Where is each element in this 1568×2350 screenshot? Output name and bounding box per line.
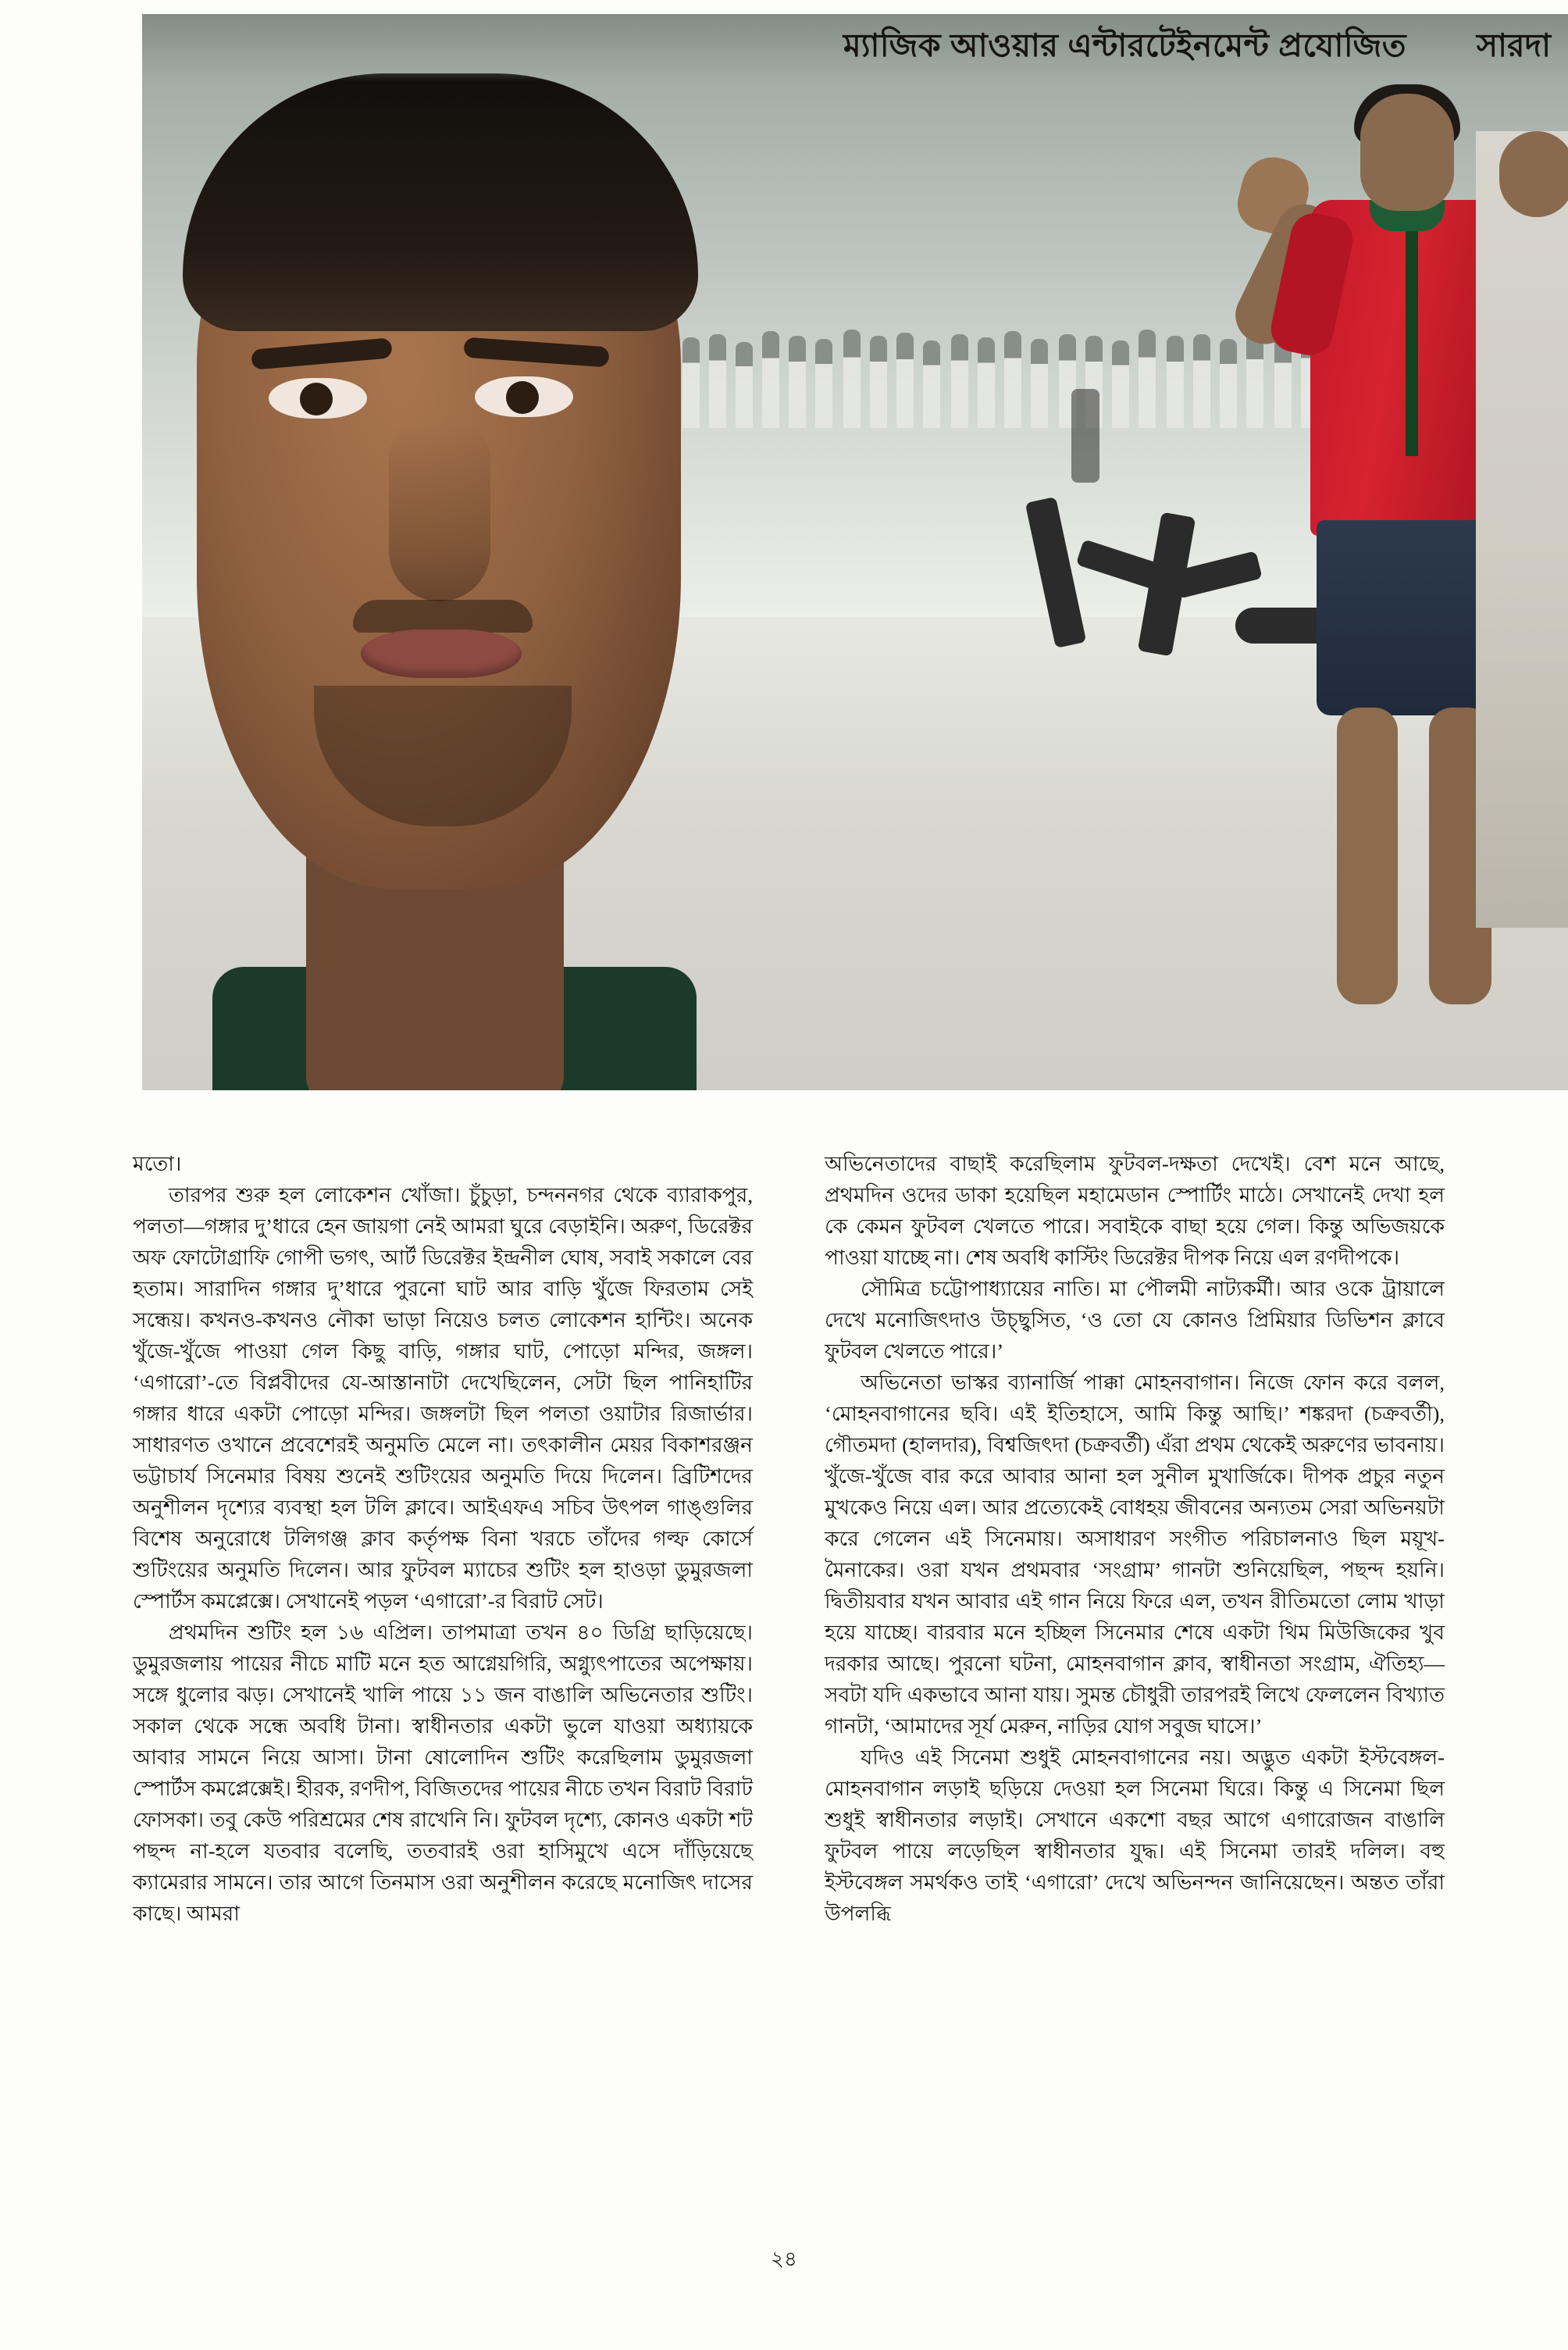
paragraph: প্রথমদিন শুটিং হল ১৬ এপ্রিল। তাপমাত্রা তখন ৪০ ডিগ্রি ছাড়িয়েছে। ডুমুরজলায় পায়ের নীচে মাটি মনে হত আগ্নেয়গিরি, অগ্ন্যুৎপাতের অপেক্ষায়। সঙ্গে ধুলোর ঝড়। সেখানেই খালি পায়ে ১১ জন বাঙালি অভিনেতার শুটিং। সকাল থেকে সন্ধে অবধি টানা। স্বাধীনতার একটা ভুলে যাওয়া অধ্যায়কে আবার সামনে নিয়ে আসা। টানা ষোলোদিন শুটিং করেছিলাম ডুমুরজলা স্পোর্টস কমপ্লেক্সেই। হীরক, রণদীপ, বিজিতদের পায়ের নীচে তখন বিরাট বিরাট ফোসকা। তবু কেউ পরিশ্রমের শেষ রাখেনি নি। ফুটবল দৃশ্যে, কোনও একটা শট পছন্দ না-হলে যতবার বলেছি, ততবারই ওরা হাসিমুখে এসে দাঁড়িয়েছে ক্যামেরার সামনে। তার আগে তিনমাস ওরা অনুশীলন করেছে মনোজিৎ দাসের কাছে। আমরা xyxy=(133,1621,753,1925)
referee-head xyxy=(1360,94,1454,211)
edge-person xyxy=(1476,131,1568,928)
referee-placket xyxy=(1406,222,1418,456)
page-number: ২৪ xyxy=(771,2248,797,2270)
face-hair xyxy=(183,73,698,331)
paragraph: সৌমিত্র চট্টোপাধ্যায়ের নাতি। মা পৌলমী নাট্যকর্মী। আর ওকে ট্রায়ালে দেখে মনোজিৎদাও উচ্ছ্বসিত, ‘ও তো যে কোনও প্রিমিয়ার ডিভিশন ক্লাবে ফুটবল খেলতে পারে।’ xyxy=(825,1277,1445,1363)
nose xyxy=(389,422,490,601)
mouth xyxy=(361,629,522,678)
column-right xyxy=(825,1148,1445,1929)
referee-leg-left xyxy=(1337,708,1398,1004)
moustache xyxy=(353,600,533,633)
banner-name: সারদা xyxy=(1477,27,1551,63)
photo-title-band xyxy=(142,14,1568,81)
eye-right xyxy=(475,376,573,417)
edge-person-head xyxy=(1499,131,1568,217)
foreground-face xyxy=(166,69,736,1090)
eye-left xyxy=(269,378,367,419)
far-player-6 xyxy=(1071,389,1099,483)
column-left xyxy=(133,1148,753,1929)
paragraph: যদিও এই সিনেমা শুধুই মোহনবাগানের নয়। অদ্ভুত একটা ইস্টবেঙ্গল-মোহনবাগান লড়াই ছড়িয়ে দেওয়া হল সিনেমা ঘিরে। কিন্তু এ সিনেমা ছিল শুধুই স্বাধীনতার লড়াই। সেখানে একশো বছর আগে এগারোজন বাঙালি ফুটবল পায়ে লড়েছিল স্বাধীনতার যুদ্ধ। এই সিনেমা তারই দলিল। বহু ইস্টবেঙ্গল সমর্থকও তাই ‘এগারো’ দেখে অভিনন্দন জানিয়েছেন। অন্তত তাঁরা উপলব্ধি xyxy=(825,1746,1445,1925)
article-body xyxy=(133,1148,1445,1929)
paragraph: মতো। xyxy=(133,1152,182,1175)
production-credit: ম্যাজিক আওয়ার এন্টারটেইনমেন্ট প্রযোজিত xyxy=(843,27,1407,63)
paragraph: অভিনেতাদের বাছাই করেছিলাম ফুটবল-দক্ষতা দেখেই। বেশ মনে আছে, প্রথমদিন ওদের ডাকা হয়েছিল মহামেডান স্পোর্টিং মাঠে। সেখানেই দেখা হল কে কেমন ফুটবল খেলতে পারে। সবাইকে বাছা হয়ে গেল। কিন্তু অভিজয়কে পাওয়া যাচ্ছে না। শেষ অবধি কাস্টিং ডিরেক্টর দীপক নিয়ে এল রণদীপকে। xyxy=(825,1152,1445,1269)
paragraph: অভিনেতা ভাস্কর ব্যানার্জি পাক্কা মোহনবাগান। নিজে ফোন করে বলল, ‘মোহনবাগানের ছবি। এই ইতিহাসে, আমি কিন্তু আছি।’ শঙ্করদা (চক্রবর্তী), গৌতমদা (হালদার), বিশ্বজিৎদা (চক্রবর্তী) এঁরা প্রথম থেকেই অরুণের ভাবনায়। খুঁজে-খুঁজে বার করে আবার আনা হল সুনীল মুখার্জিকে। দীপক প্রচুর নতুন মুখকেও নিয়ে এল। আর প্রত্যেকেই বোধহয় জীবনের অন্যতম সেরা অভিনয়টা করে গেলেন এই সিনেমায়। অসাধারণ সংগীত পরিচালনাও ছিল ময়ূখ-মৈনাকের। ওরা যখন প্রথমবার ‘সংগ্রাম’ গানটা শুনিয়েছিল, পছন্দ হয়নি। দ্বিতীয়বার যখন আবার এই গান নিয়ে ফিরে এল, তখন রীতিমতো লোম খাড়া হয়ে যাচ্ছে। বারবার মনে হচ্ছিল সিনেমার শেষে একটা থিম মিউজিকের খুব দরকার আছে। পুরনো ঘটনা, মোহনবাগান ক্লাব, স্বাধীনতা সংগ্রাম, ঐতিহ্য—সবটা যদি একভাবে আনা যায়। সুমন্ত চৌধুরী তারপরই লিখে ফেললেন বিখ্যাত গানটা, ‘আমাদের সূর্য মেরুন, নাড়ির যোগ সবুজ ঘাসে।’ xyxy=(825,1371,1445,1738)
article-photo xyxy=(142,14,1568,1090)
paragraph: তারপর শুরু হল লোকেশন খোঁজা। চুঁচুড়া, চন্দননগর থেকে ব্যারাকপুর, পলতা—গঙ্গার দু’ধারে হেন জায়গা নেই আমরা ঘুরে বেড়াইনি। অরুণ, ডিরেক্টর অফ ফোটোগ্রাফি গোপী ভগৎ, আর্ট ডিরেক্টর ইন্দ্রনীল ঘোষ, সবাই সকালে বের হতাম। সারাদিন গঙ্গার দু’ধারে পুরনো ঘাট আর বাড়ি খুঁজে ফিরতাম সেই সন্ধেয়। কখনও-কখনও নৌকা ভাড়া নিয়েও চলত লোকেশন হান্টিং। অনেক খুঁজে-খুঁজে পাওয়া গেল কিছু বাড়ি, গঙ্গার ঘাট, পোড়ো মন্দির, জঙ্গল। ‘এগারো’-তে বিপ্লবীদের যে-আস্তানাটা দেখেছিলেন, সেটা ছিল পানিহাটির গঙ্গার ধারে একটা পোড়ো মন্দির। জঙ্গলটা ছিল পলতা ওয়াটার রিজার্ভার। সাধারণত ওখানে প্রবেশেরই অনুমতি মেলে না। তৎকালীন মেয়র বিকাশরঞ্জন ভট্টাচার্য সিনেমার বিষয় শুনেই শুটিংয়ের অনুমতি দিয়ে দিলেন। ব্রিটিশদের অনুশীলন দৃশ্যের ব্যবস্থা হল টলি ক্লাবে। আইএফএ সচিব উৎপল গাঙ্গুলির বিশেষ অনুরোধে টলিগঞ্জ ক্লাব কর্তৃপক্ষ বিনা খরচে তাঁদের গল্ফ কোর্সে শুটিংয়ের অনুমতি দিলেন। আর ফুটবল ম্যাচের শুটিং হল হাওড়া ডুমুরজলা স্পোর্টস কমপ্লেক্সে। সেখানেই পড়ল ‘এগারো’-র বিরাট সেট। xyxy=(133,1183,753,1613)
